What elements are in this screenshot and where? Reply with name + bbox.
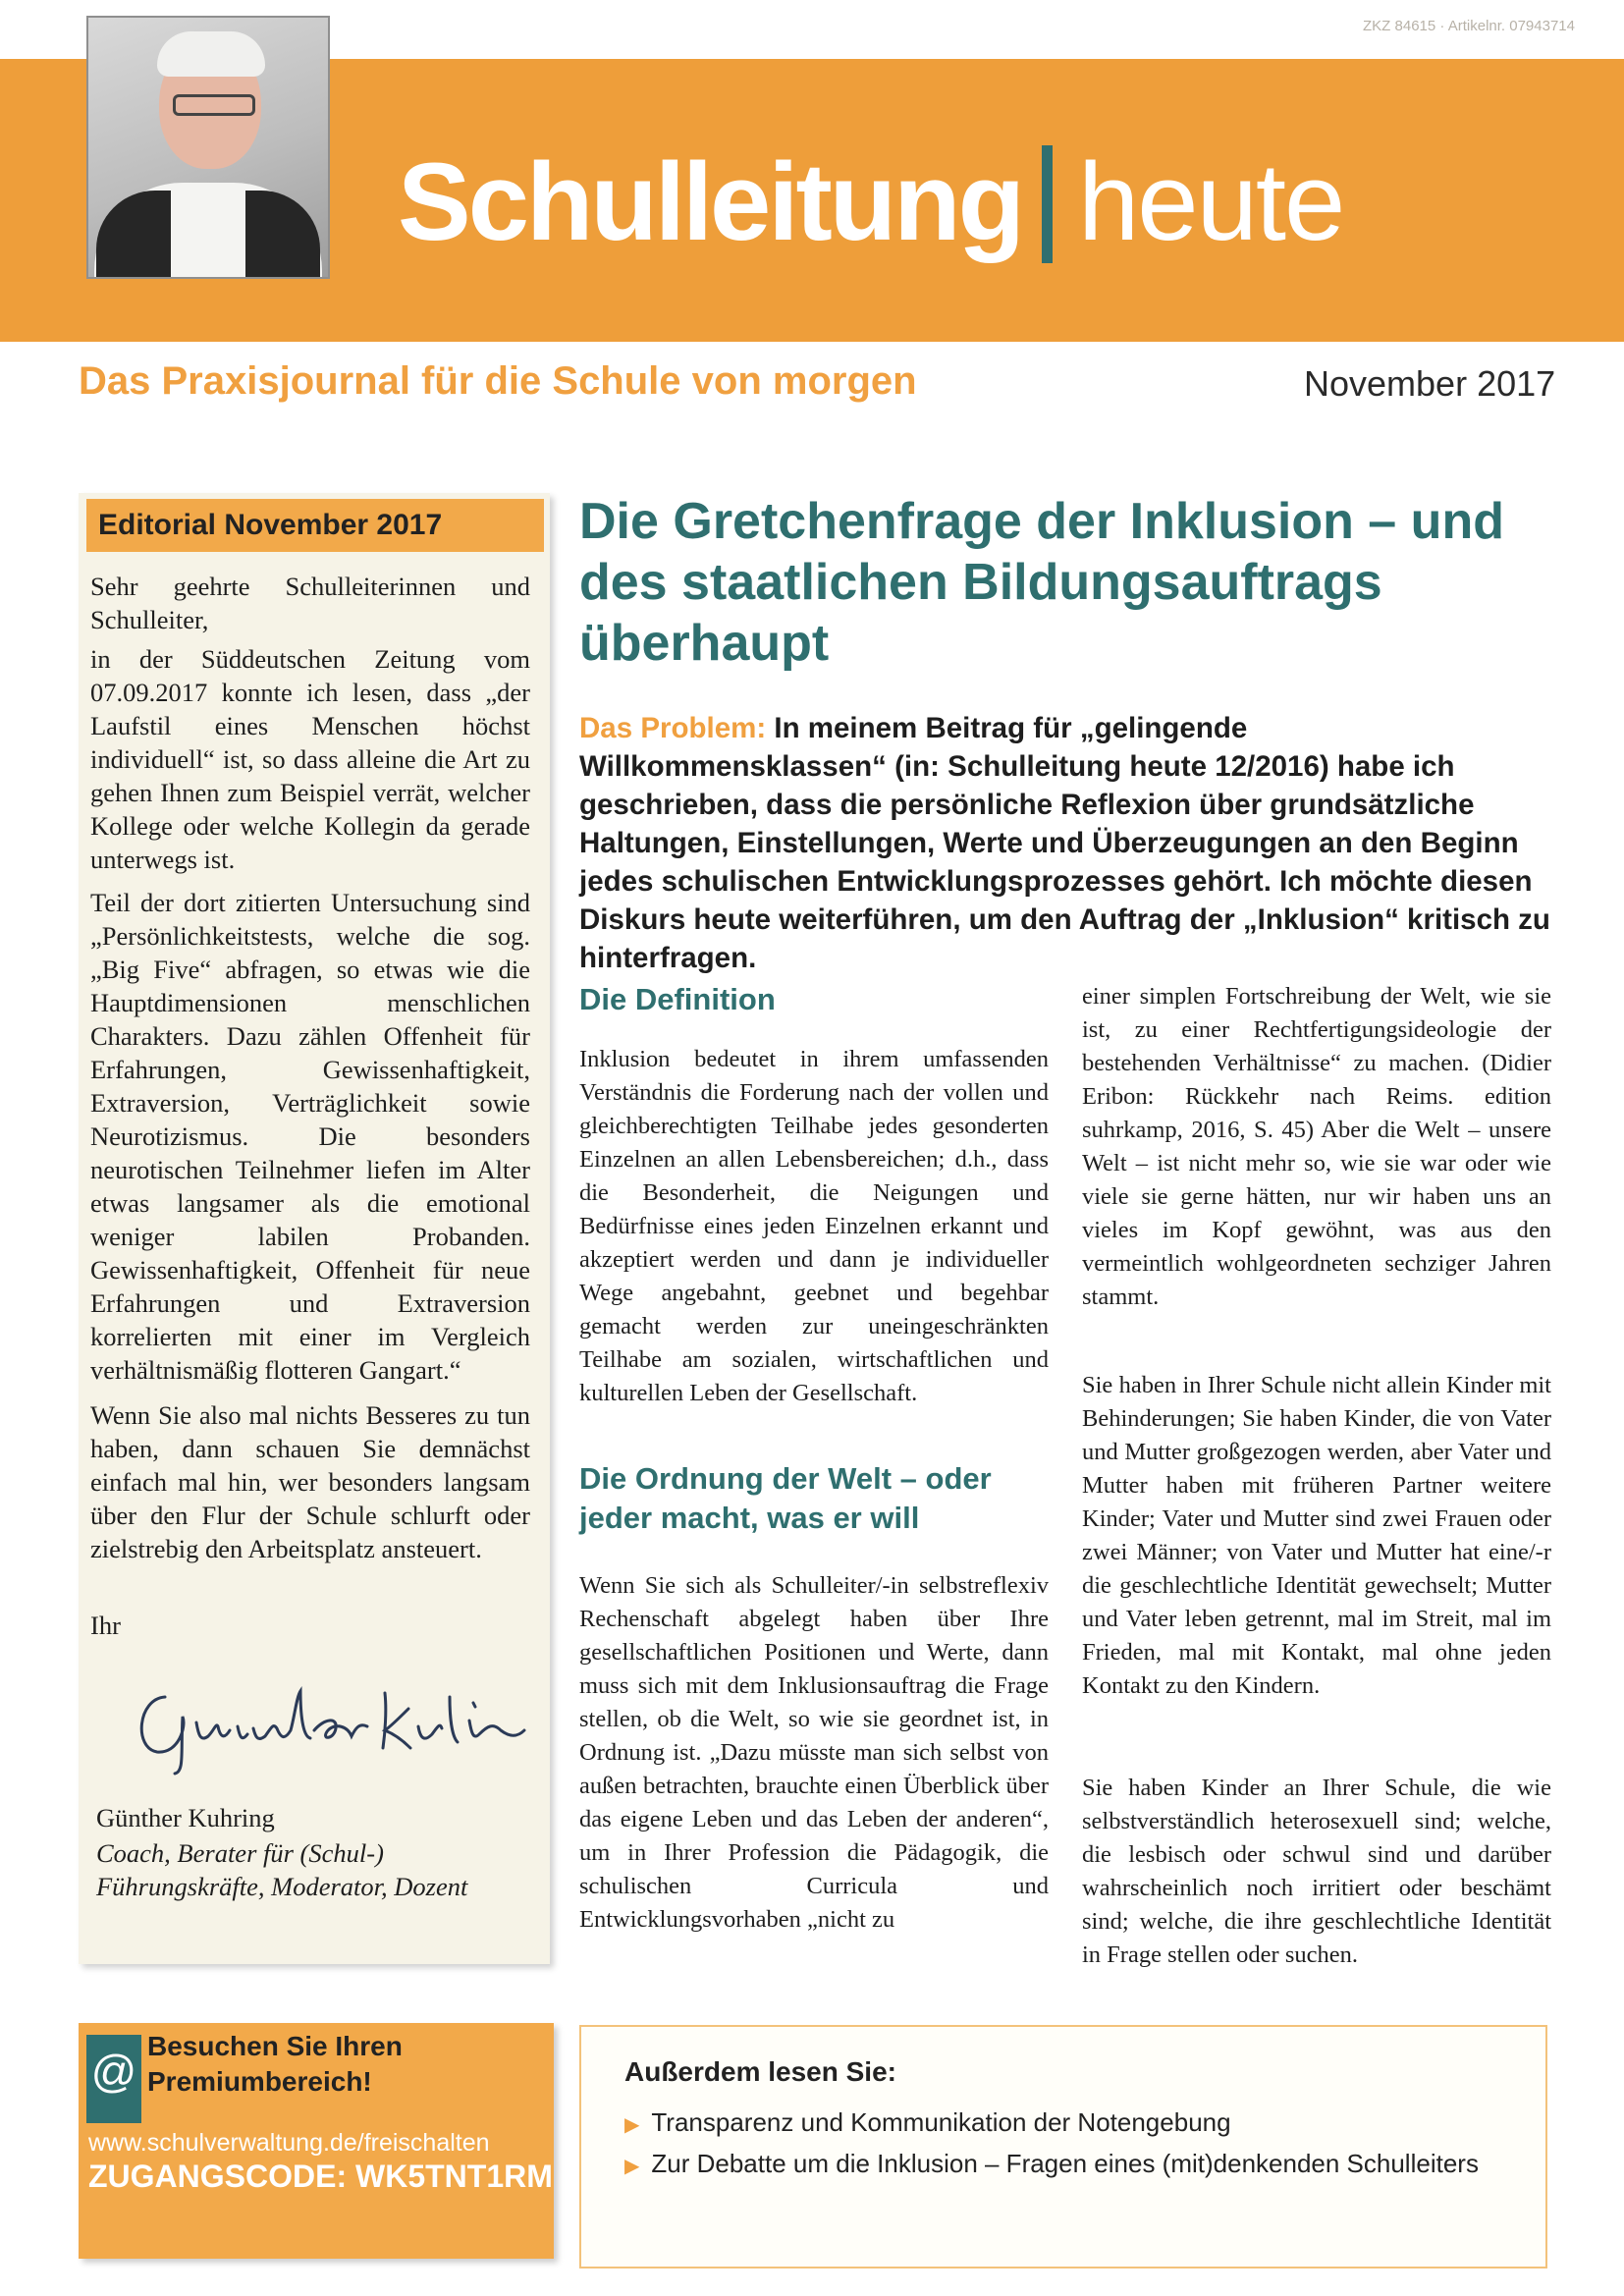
lead-text: In meinem Beitrag für „gelingende Willkommensklassen“ (in: Schulleitung heute 12/2016) habe ich geschrieben, dass die persönliche Reflexion über grundsätzliche Haltungen, Einstellungen, Werte und Überzeugungen an den Beginn jedes schulischen Entwicklungsprozesses gehört. Ich möchte diesen Diskurs heute weiterführen, um den Auftrag der „Inklusion“ kritisch zu hinterfragen. xyxy=(579,712,1550,974)
also-read-item: ▶ Zur Debatte um die Inklusion – Fragen eines (mit)denkenden Schulleiters xyxy=(624,2149,1479,2178)
editorial-title: Editorial November 2017 xyxy=(86,499,544,552)
arrow-right-icon: ▶ xyxy=(624,2114,640,2136)
masthead-main: Schulleitung xyxy=(398,140,1022,263)
editorial-paragraph: in der Süddeutschen Zeitung vom 07.09.2017 konnte ich lesen, dass „der Laufstil eines Menschen höchst individuell“ ist, so dass alleine die Art zu gehen Ihnen zum Beispiel verrät, welcher Kollege oder welche Kollegin da gerade unterwegs ist. xyxy=(90,644,530,874)
also-read-title: Außerdem lesen Sie: xyxy=(624,2056,896,2087)
article-title: Die Gretchenfrage der Inklusion – und des staatlichen Bildungsauftrags überhaupt xyxy=(579,493,1504,672)
premium-title: Besuchen Sie Ihren Premiumbereich! xyxy=(147,2031,403,2097)
editorial-paragraph: Teil der dort zitierten Untersuchung sind „Persönlichkeitstests, welche die sog. „Big Five“ abfragen, so etwas wie die Hauptdimensionen menschlichen Charakters. Dazu zählen Offenheit für Erfahrungen, Gewissenhaftigkeit, Extraversion, Verträglichkeit sowie Neurotizismus. Die besonders neurotischen Teilnehmer liefen im Alter etwas langsamer als die emotional weniger labilen Probanden. Gewissenhaftigkeit, Offenheit für neue Erfahrungen und Extraversion korrelierten mit einer im Vergleich verhältnismäßig flotteren Gangart.“ xyxy=(90,888,530,1385)
column2-paragraph: Sie haben Kinder an Ihrer Schule, die wie selbstverständlich heterosexuell sind; welche, die lesbisch oder schwul sind und darüber wahrscheinlich noch irritiert oder beschämt sind; welche, die ihre geschlechtliche Identität in Frage stellen oder suchen. xyxy=(1082,1775,1551,1968)
masthead-divider xyxy=(1042,145,1053,263)
lead-label: Das Problem: xyxy=(579,712,767,744)
also-read-item: ▶ Transparenz und Kommunikation der Notengebung xyxy=(624,2107,1231,2137)
issue-date: November 2017 xyxy=(1304,363,1556,404)
at-icon: @ xyxy=(90,2046,137,2097)
column2-paragraph: einer simplen Fortschreibung der Welt, wie sie ist, zu einer Rechtfertigungsideologie der bestehenden Verhältnisse“ zu machen. (Didier Eribon: Rückkehr nach Reims. edition suhrkamp, 2016, S. 45) Aber die Welt – unsere Welt – ist nicht mehr so, wie sie war oder wie viele sie gerne hätten, nur wir haben uns an vieles im Kopf gewöhnt, was aus den vermeintlich wohlgeordneten sechziger Jahren stammt. xyxy=(1082,983,1551,1310)
premium-url-link[interactable]: www.schulverwaltung.de/freischalten xyxy=(88,2129,490,2157)
column2-paragraph: Sie haben in Ihrer Schule nicht allein Kinder mit Behinderungen; Sie haben Kinder, die von Vater und Mutter großgezogen werden, aber Vater und Mutter haben mit früheren Partner weitere Kinder; Vater und Mutter sind zwei Frauen oder zwei Männer; von Vater und Mutter hat eine/-r die geschlechtliche Identität gewechselt; Mutter und Vater leben getrennt, mal im Streit, mal im Frieden, mal mit Kontakt, mal ohne jeden Kontakt zu den Kindern. xyxy=(1082,1372,1551,1699)
editorial-closing: Ihr xyxy=(90,1611,121,1640)
ordnung-paragraph: Wenn Sie sich als Schulleiter/-in selbstreflexiv Rechenschaft abgelegt haben über Ihre gesellschaftlichen Positionen und Werte, dann muss sich mit dem Inklusionsauftrag die Frage stellen, ob die Welt, so wie sie geordnet ist, in Ordnung ist. „Dazu müsste man sich selbst von außen betrachten, brauchte einen Überblick über das eigene Leben und das Leben der anderen“, um in Ihrer Profession die Pädagogik, die schulischen Curricula und Entwicklungsvorhaben „nicht zu xyxy=(579,1572,1049,1933)
author-photo xyxy=(86,16,330,279)
editorial-paragraph: Wenn Sie also mal nichts Besseres zu tun haben, dann schauen Sie demnächst einfach mal hin, wer besonders langsam über den Flur der Schule schlurft oder zielstrebig den Arbeitsplatz ansteuert. xyxy=(90,1400,530,1563)
definition-paragraph: Inklusion bedeutet in ihrem umfassenden Verständnis die Forderung nach der vollen und gleichberechtigten Teilhabe jedes gesonderten Einzelnen an allen Lebensbereichen; d.h., dass die Besonderheit, die Neigungen und Bedürfnisse eines jeden Einzelnen erkannt und akzeptiert werden und dann je individueller Wege angebahnt, geebnet und begehbar gemacht werden zur uneingeschränkten Teilhabe am sozialen, wirtschaftlichen und kulturellen Leben der Gesellschaft. xyxy=(579,1046,1049,1406)
editorial-salutation: Sehr geehrte Schulleiterinnen und Schulleiter, xyxy=(90,572,530,634)
signature xyxy=(128,1658,540,1776)
section-heading-ordnung: Die Ordnung der Welt – oder jeder macht, was er will xyxy=(579,1461,992,1535)
tagline: Das Praxisjournal für die Schule von morgen xyxy=(79,359,917,403)
access-code: ZUGANGSCODE: WK5TNT1RM xyxy=(88,2159,553,2194)
section-heading-definition: Die Definition xyxy=(579,982,776,1016)
lead-paragraph xyxy=(579,709,1561,977)
author-role: Coach, Berater für (Schul-) Führungskräfte, Moderator, Dozent xyxy=(96,1838,468,1901)
author-name: Günther Kuhring xyxy=(96,1803,275,1832)
masthead-sub: heute xyxy=(1078,140,1344,263)
masthead xyxy=(398,140,1344,263)
article-number: ZKZ 84615 · Artikelnr. 07943714 xyxy=(1363,18,1575,34)
arrow-right-icon: ▶ xyxy=(624,2156,640,2177)
